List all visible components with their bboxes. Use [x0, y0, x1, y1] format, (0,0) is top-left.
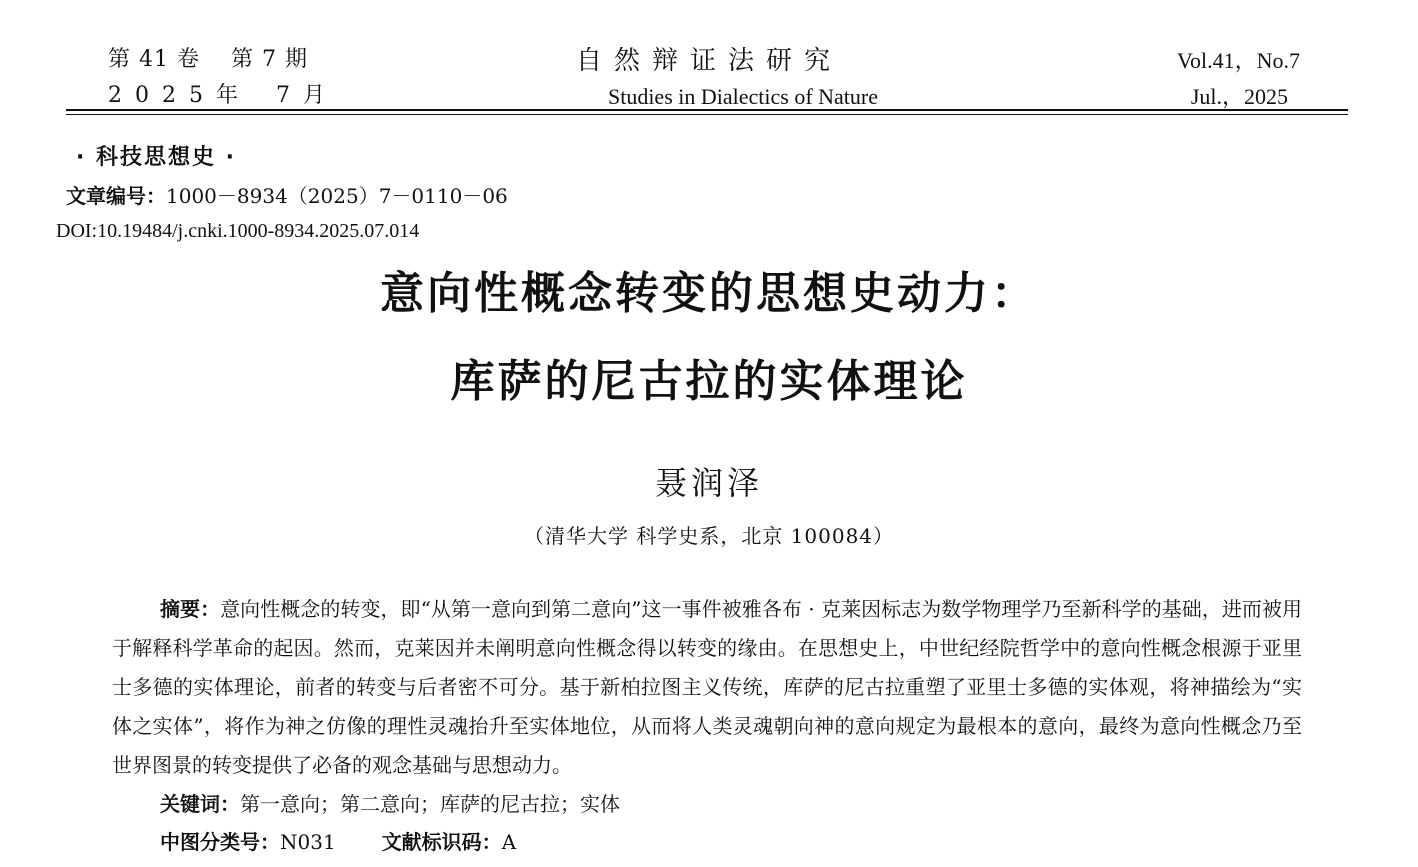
abstract: [112, 590, 1302, 785]
clc-value: N031: [280, 830, 336, 854]
abstract-label: 摘要：: [160, 597, 221, 621]
classification: [160, 826, 516, 855]
keywords-label: 关键词：: [160, 792, 240, 816]
header-date-en: Jul.，2025: [1190, 84, 1288, 109]
journal-title-en: Studies in Dialectics of Nature: [607, 84, 879, 109]
author-name: 聂润泽: [654, 464, 763, 502]
article-title-line-2: 库萨的尼古拉的实体理论: [450, 356, 968, 407]
doi: DOI:10.19484/j.cnki.1000-8934.2025.07.014: [56, 220, 420, 242]
header-volume-cn: 第 41 卷 第 7 期: [108, 47, 308, 72]
doc-code-value: A: [501, 830, 517, 854]
header-volume-en: Vol.41，No.7: [1176, 48, 1300, 73]
clc-label: 中图分类号：: [160, 830, 280, 854]
keywords-text: 第一意向；第二意向；库萨的尼古拉；实体: [240, 792, 620, 816]
doc-code-label: 文献标识码：: [381, 830, 502, 854]
header-rule-thick: [66, 109, 1348, 111]
author-affiliation: （清华大学 科学史系，北京 100084）: [523, 524, 895, 548]
header-rule-thin: [66, 114, 1348, 115]
column-name: · 科技思想史 ·: [76, 145, 237, 170]
journal-title-cn: 自然辩证法研究: [575, 46, 842, 76]
article-title-line-1: 意向性概念转变的思想史动力：: [380, 268, 1038, 319]
abstract-text: 意向性概念的转变，即“从第一意向到第二意向”这一事件被雅各布 · 克莱因标志为数学物理学乃至新科学的基础，进而被用于解释科学革命的起因。然而，克莱因并未阐明意向性概念得以转变的缘由。在思想史上，中世纪经院哲学中的意向性概念根源于亚里士多德的实体理论，前者的转变与后者密不可分。基于新柏拉图主义传统，库萨的尼古拉重塑了亚里士多德的实体观，将神描绘为“实体之实体”，将作为神之仿像的理性灵魂抬升至实体地位，从而将人类灵魂朝向神的意向规定为最根本的意向，最终为意向性概念乃至世界图景的转变提供了必备的观念基础与思想动力。: [112, 597, 1303, 777]
article-number-value: 1000－8934（2025）7－0110－06: [166, 184, 508, 208]
keywords: [160, 788, 620, 817]
article-number-label: 文章编号：: [66, 184, 166, 208]
header-date-cn: 2 0 2 5 年 7 月: [108, 83, 328, 108]
article-number: [66, 180, 508, 209]
